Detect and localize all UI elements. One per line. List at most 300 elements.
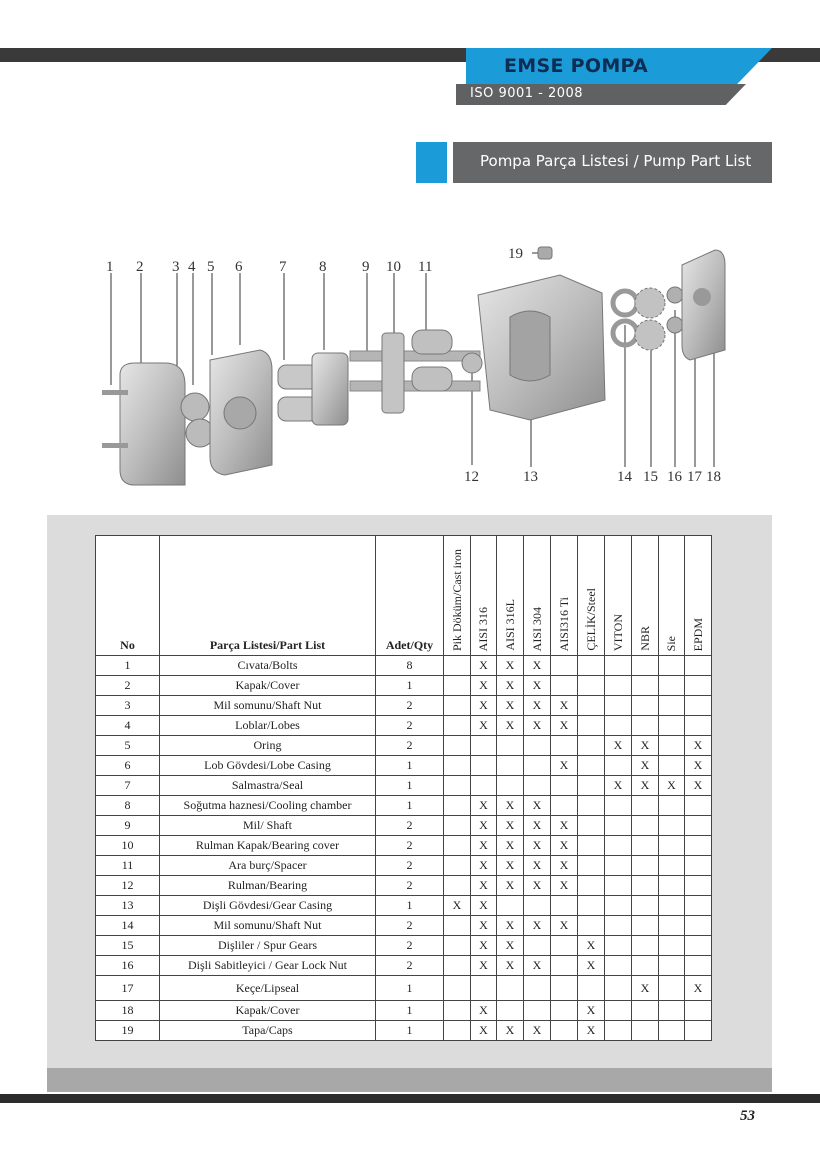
row-material-mark (659, 816, 685, 836)
row-no: 1 (96, 656, 160, 676)
table-row (96, 776, 712, 796)
row-material-mark (524, 776, 551, 796)
row-material-mark (659, 676, 685, 696)
callout-3: 3 (172, 259, 180, 275)
callout-10: 10 (386, 259, 401, 275)
row-material-mark (659, 976, 685, 1001)
table-row (96, 836, 712, 856)
row-material-mark: X (632, 756, 659, 776)
row-material-mark: X (471, 896, 497, 916)
row-material-mark (659, 1021, 685, 1041)
row-part-name: Rulman Kapak/Bearing cover (160, 836, 376, 856)
row-qty: 2 (376, 716, 444, 736)
row-material-mark (659, 896, 685, 916)
row-material-mark (685, 1021, 712, 1041)
row-no: 14 (96, 916, 160, 936)
row-material-mark: X (497, 936, 524, 956)
row-material-mark (524, 756, 551, 776)
row-material-mark: X (551, 696, 578, 716)
header-material: AISI 316 (471, 536, 497, 656)
row-part-name: Tapa/Caps (160, 1021, 376, 1041)
row-material-mark: X (632, 736, 659, 756)
row-material-mark: X (524, 916, 551, 936)
row-material-mark (685, 916, 712, 936)
row-material-mark (605, 976, 632, 1001)
row-material-mark (497, 756, 524, 776)
row-material-mark (578, 776, 605, 796)
row-material-mark (578, 696, 605, 716)
row-material-mark: X (632, 776, 659, 796)
row-material-mark (551, 976, 578, 1001)
row-material-mark: X (551, 716, 578, 736)
row-material-mark: X (524, 856, 551, 876)
row-material-mark (605, 896, 632, 916)
table-row (96, 736, 712, 756)
row-material-mark (551, 956, 578, 976)
row-material-mark (524, 896, 551, 916)
callout-15: 15 (643, 469, 658, 485)
row-material-mark (632, 856, 659, 876)
row-material-mark (605, 716, 632, 736)
row-material-mark (632, 716, 659, 736)
row-material-mark: X (685, 776, 712, 796)
row-material-mark (444, 856, 471, 876)
row-material-mark: X (497, 796, 524, 816)
row-material-mark: X (524, 656, 551, 676)
row-material-mark (659, 836, 685, 856)
row-material-mark (578, 896, 605, 916)
row-material-mark (444, 1021, 471, 1041)
row-material-mark (444, 976, 471, 1001)
row-no: 5 (96, 736, 160, 756)
row-no: 16 (96, 956, 160, 976)
table-row (96, 676, 712, 696)
row-material-mark: X (471, 856, 497, 876)
row-material-mark (497, 896, 524, 916)
row-qty: 1 (376, 676, 444, 696)
row-material-mark (524, 936, 551, 956)
row-material-mark (659, 856, 685, 876)
row-material-mark (578, 796, 605, 816)
table-row (96, 716, 712, 736)
row-material-mark (551, 1001, 578, 1021)
row-part-name: Oring (160, 736, 376, 756)
row-material-mark: X (497, 916, 524, 936)
row-no: 11 (96, 856, 160, 876)
row-material-mark: X (524, 1021, 551, 1041)
row-material-mark: X (605, 736, 632, 756)
row-material-mark (605, 816, 632, 836)
row-qty: 1 (376, 756, 444, 776)
row-no: 17 (96, 976, 160, 1001)
certification-text: ISO 9001 - 2008 (470, 86, 584, 101)
row-part-name: Dişliler / Spur Gears (160, 936, 376, 956)
header-no: No (96, 536, 160, 656)
callout-19: 19 (508, 246, 523, 262)
callout-16: 16 (667, 469, 682, 485)
row-material-mark (444, 876, 471, 896)
footer-bar (0, 1094, 820, 1103)
row-material-mark (471, 736, 497, 756)
row-no: 15 (96, 936, 160, 956)
row-material-mark (685, 856, 712, 876)
header-qty: Adet/Qty (376, 536, 444, 656)
row-material-mark (471, 976, 497, 1001)
row-part-name: Soğutma haznesi/Cooling chamber (160, 796, 376, 816)
row-no: 3 (96, 696, 160, 716)
section-accent (416, 142, 447, 183)
row-material-mark (444, 816, 471, 836)
row-material-mark (659, 936, 685, 956)
row-material-mark (659, 736, 685, 756)
table-row (96, 1001, 712, 1021)
row-part-name: Kapak/Cover (160, 1001, 376, 1021)
row-material-mark: X (471, 816, 497, 836)
header-material: AISI 304 (524, 536, 551, 656)
row-material-mark (551, 1021, 578, 1041)
callout-17: 17 (687, 469, 702, 485)
table-row (96, 916, 712, 936)
header-material: Pik Döküm/Cast iron (444, 536, 471, 656)
row-material-mark: X (497, 836, 524, 856)
row-material-mark (632, 1001, 659, 1021)
row-material-mark (685, 816, 712, 836)
row-part-name: Keçe/Lipseal (160, 976, 376, 1001)
callout-13: 13 (523, 469, 538, 485)
header-material: NBR (632, 536, 659, 656)
row-qty: 2 (376, 856, 444, 876)
callout-14: 14 (617, 469, 632, 485)
row-no: 7 (96, 776, 160, 796)
row-material-mark: X (524, 876, 551, 896)
row-material-mark (605, 656, 632, 676)
row-material-mark: X (524, 696, 551, 716)
row-material-mark (685, 956, 712, 976)
row-qty: 8 (376, 656, 444, 676)
row-part-name: Dişli Sabitleyici / Gear Lock Nut (160, 956, 376, 976)
row-no: 8 (96, 796, 160, 816)
exploded-pump-diagram (90, 235, 740, 495)
brand-name: EMSE POMPA (504, 55, 649, 77)
row-material-mark (524, 976, 551, 1001)
row-material-mark (685, 876, 712, 896)
row-material-mark: X (471, 796, 497, 816)
row-material-mark: X (524, 716, 551, 736)
row-material-mark: X (471, 716, 497, 736)
row-material-mark (551, 656, 578, 676)
row-material-mark: X (497, 716, 524, 736)
row-material-mark: X (471, 936, 497, 956)
table-row (96, 876, 712, 896)
row-qty: 1 (376, 896, 444, 916)
callout-6: 6 (235, 259, 243, 275)
row-part-name: Kapak/Cover (160, 676, 376, 696)
row-qty: 2 (376, 696, 444, 716)
header-material: Sie (659, 536, 685, 656)
callout-7: 7 (279, 259, 287, 275)
row-qty: 1 (376, 976, 444, 1001)
row-material-mark (497, 776, 524, 796)
header-material: EPDM (685, 536, 712, 656)
table-panel-footer (47, 1068, 772, 1092)
row-material-mark (551, 736, 578, 756)
row-material-mark: X (497, 696, 524, 716)
row-material-mark: X (551, 756, 578, 776)
row-material-mark (578, 756, 605, 776)
row-material-mark (605, 756, 632, 776)
header-material: ÇELİK/Steel (578, 536, 605, 656)
header-part: Parça Listesi/Part List (160, 536, 376, 656)
row-qty: 1 (376, 1001, 444, 1021)
row-material-mark (444, 776, 471, 796)
row-material-mark (685, 656, 712, 676)
callout-4: 4 (188, 259, 196, 275)
row-material-mark (497, 736, 524, 756)
row-material-mark (659, 696, 685, 716)
row-material-mark: X (524, 836, 551, 856)
part-list-table (95, 535, 712, 1041)
table-row (96, 796, 712, 816)
row-material-mark: X (605, 776, 632, 796)
row-material-mark: X (471, 696, 497, 716)
row-material-mark (659, 876, 685, 896)
row-qty: 1 (376, 796, 444, 816)
row-material-mark: X (632, 976, 659, 1001)
section-title: Pompa Parça Listesi / Pump Part List (480, 152, 752, 170)
row-material-mark (444, 656, 471, 676)
row-material-mark (632, 936, 659, 956)
table-row (96, 956, 712, 976)
row-material-mark (605, 836, 632, 856)
row-material-mark (524, 1001, 551, 1021)
row-no: 4 (96, 716, 160, 736)
table-row (96, 656, 712, 676)
header-material: AISI 316L (497, 536, 524, 656)
table-header-row (96, 536, 712, 656)
row-material-mark (444, 736, 471, 756)
row-material-mark (632, 696, 659, 716)
row-material-mark (659, 716, 685, 736)
row-material-mark: X (471, 1001, 497, 1021)
row-material-mark (605, 1021, 632, 1041)
callout-2: 2 (136, 259, 144, 275)
table-row (96, 896, 712, 916)
header-material: AISI316 Ti (551, 536, 578, 656)
row-material-mark (632, 916, 659, 936)
row-material-mark (444, 956, 471, 976)
table-row (96, 856, 712, 876)
row-material-mark: X (685, 976, 712, 1001)
row-material-mark (444, 696, 471, 716)
row-material-mark (444, 756, 471, 776)
row-material-mark (632, 816, 659, 836)
row-material-mark (578, 856, 605, 876)
page-number: 53 (740, 1108, 755, 1124)
row-material-mark (632, 796, 659, 816)
table-row (96, 696, 712, 716)
row-material-mark: X (524, 956, 551, 976)
row-material-mark: X (524, 816, 551, 836)
row-material-mark: X (551, 856, 578, 876)
row-material-mark (685, 676, 712, 696)
row-material-mark (605, 856, 632, 876)
row-material-mark (524, 736, 551, 756)
row-material-mark: X (497, 816, 524, 836)
row-no: 6 (96, 756, 160, 776)
table-row (96, 936, 712, 956)
row-material-mark (578, 656, 605, 676)
table-row (96, 1021, 712, 1041)
row-material-mark: X (551, 916, 578, 936)
row-material-mark: X (471, 916, 497, 936)
row-material-mark (578, 976, 605, 1001)
row-material-mark: X (497, 1021, 524, 1041)
row-material-mark (605, 916, 632, 936)
row-material-mark: X (551, 836, 578, 856)
row-material-mark: X (685, 736, 712, 756)
row-no: 18 (96, 1001, 160, 1021)
callout-11: 11 (418, 259, 433, 275)
row-material-mark (578, 876, 605, 896)
row-material-mark (578, 836, 605, 856)
row-material-mark (444, 676, 471, 696)
row-material-mark: X (497, 956, 524, 976)
row-no: 9 (96, 816, 160, 836)
row-material-mark (551, 676, 578, 696)
row-no: 19 (96, 1021, 160, 1041)
row-qty: 2 (376, 816, 444, 836)
pump-illustration (90, 235, 740, 495)
row-material-mark (444, 936, 471, 956)
row-material-mark (605, 696, 632, 716)
callout-8: 8 (319, 259, 327, 275)
callout-9: 9 (362, 259, 370, 275)
table-row (96, 816, 712, 836)
row-material-mark (444, 716, 471, 736)
row-material-mark: X (471, 676, 497, 696)
row-material-mark (685, 716, 712, 736)
row-material-mark (578, 916, 605, 936)
row-material-mark: X (578, 1001, 605, 1021)
row-material-mark (551, 936, 578, 956)
row-material-mark: X (471, 1021, 497, 1041)
row-material-mark: X (524, 676, 551, 696)
row-part-name: Mil somunu/Shaft Nut (160, 696, 376, 716)
header-material: VITON (605, 536, 632, 656)
row-qty: 2 (376, 736, 444, 756)
row-material-mark (632, 876, 659, 896)
row-no: 13 (96, 896, 160, 916)
row-material-mark: X (471, 876, 497, 896)
callout-12: 12 (464, 469, 479, 485)
row-material-mark: X (497, 876, 524, 896)
row-material-mark (605, 1001, 632, 1021)
row-material-mark (685, 836, 712, 856)
row-qty: 2 (376, 916, 444, 936)
row-material-mark (605, 876, 632, 896)
row-material-mark (497, 1001, 524, 1021)
row-material-mark (444, 796, 471, 816)
row-material-mark (605, 676, 632, 696)
row-material-mark: X (471, 836, 497, 856)
row-material-mark (632, 836, 659, 856)
row-material-mark (578, 816, 605, 836)
row-material-mark: X (578, 1021, 605, 1041)
row-material-mark: X (551, 816, 578, 836)
row-qty: 2 (376, 956, 444, 976)
row-material-mark (685, 1001, 712, 1021)
row-material-mark (659, 1001, 685, 1021)
row-material-mark (578, 716, 605, 736)
row-material-mark: X (497, 856, 524, 876)
row-material-mark: X (471, 656, 497, 676)
row-material-mark (659, 656, 685, 676)
row-material-mark (444, 916, 471, 936)
row-part-name: Mil/ Shaft (160, 816, 376, 836)
row-material-mark (659, 956, 685, 976)
row-material-mark: X (578, 956, 605, 976)
row-qty: 1 (376, 1021, 444, 1041)
row-part-name: Loblar/Lobes (160, 716, 376, 736)
row-material-mark (551, 776, 578, 796)
row-qty: 2 (376, 936, 444, 956)
row-material-mark: X (659, 776, 685, 796)
row-material-mark (605, 936, 632, 956)
row-material-mark (685, 696, 712, 716)
row-material-mark: X (524, 796, 551, 816)
row-material-mark (551, 896, 578, 916)
row-material-mark: X (444, 896, 471, 916)
row-part-name: Salmastra/Seal (160, 776, 376, 796)
row-qty: 2 (376, 836, 444, 856)
row-no: 10 (96, 836, 160, 856)
row-material-mark (605, 956, 632, 976)
row-material-mark (632, 896, 659, 916)
row-material-mark (659, 796, 685, 816)
row-material-mark (578, 736, 605, 756)
row-no: 2 (96, 676, 160, 696)
row-material-mark (471, 756, 497, 776)
row-part-name: Rulman/Bearing (160, 876, 376, 896)
row-material-mark (444, 836, 471, 856)
row-material-mark (685, 936, 712, 956)
row-material-mark: X (497, 656, 524, 676)
row-material-mark: X (497, 676, 524, 696)
row-material-mark (497, 976, 524, 1001)
row-material-mark (444, 1001, 471, 1021)
row-material-mark (632, 676, 659, 696)
row-qty: 1 (376, 776, 444, 796)
callout-18: 18 (706, 469, 721, 485)
row-material-mark (632, 1021, 659, 1041)
row-material-mark (659, 756, 685, 776)
callout-5: 5 (207, 259, 215, 275)
row-material-mark (551, 796, 578, 816)
row-qty: 2 (376, 876, 444, 896)
row-part-name: Dişli Gövdesi/Gear Casing (160, 896, 376, 916)
row-material-mark (659, 916, 685, 936)
callout-1: 1 (106, 259, 114, 275)
row-part-name: Lob Gövdesi/Lobe Casing (160, 756, 376, 776)
row-no: 12 (96, 876, 160, 896)
row-material-mark: X (685, 756, 712, 776)
row-part-name: Mil somunu/Shaft Nut (160, 916, 376, 936)
row-material-mark (578, 676, 605, 696)
row-material-mark (632, 956, 659, 976)
row-material-mark (685, 896, 712, 916)
row-material-mark (605, 796, 632, 816)
row-material-mark: X (471, 956, 497, 976)
